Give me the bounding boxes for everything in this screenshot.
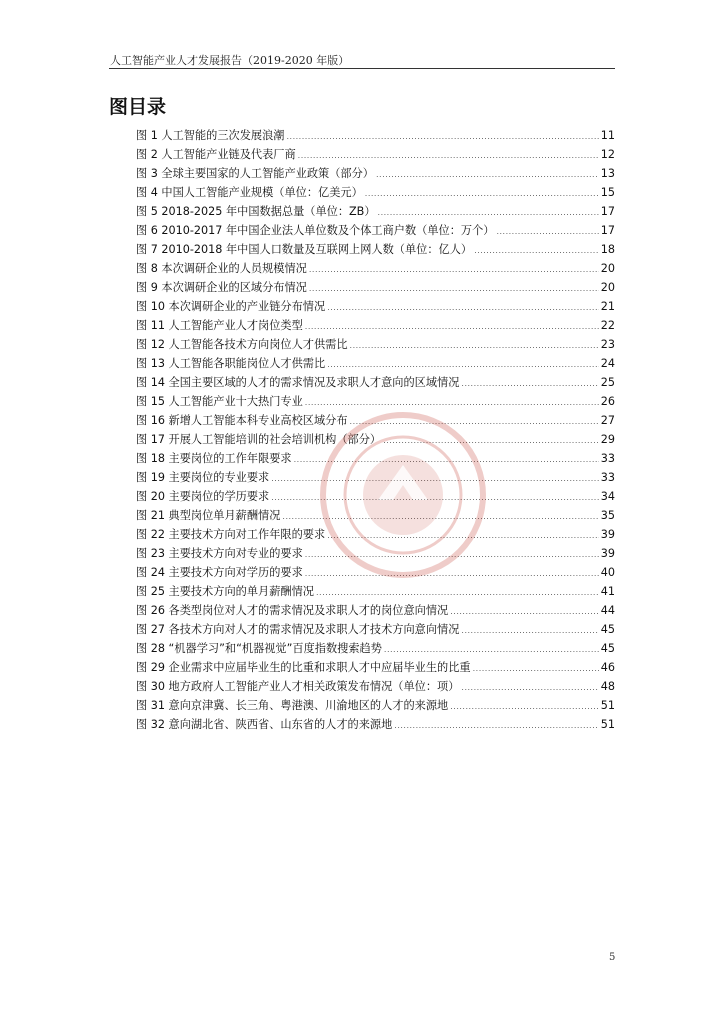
toc-dot-leader bbox=[309, 260, 599, 279]
toc-dot-leader bbox=[294, 450, 599, 469]
toc-entry-label: 图 14 全国主要区域的人才的需求情况及求职人才意向的区域情况 bbox=[136, 376, 460, 389]
toc-entry[interactable] bbox=[136, 677, 615, 696]
toc-entry[interactable] bbox=[136, 126, 615, 145]
toc-entry-label: 图 17 开展人工智能培训的社会培训机构（部分） bbox=[136, 433, 382, 446]
toc-entry[interactable] bbox=[136, 544, 615, 563]
toc-entry[interactable] bbox=[136, 373, 615, 392]
toc-entry-page: 13 bbox=[600, 167, 615, 180]
toc-entry-label: 图 9 本次调研企业的区域分布情况 bbox=[136, 281, 307, 294]
toc-entry[interactable] bbox=[136, 183, 615, 202]
toc-entry-label: 图 29 企业需求中应届毕业生的比重和求职人才中应届毕业生的比重 bbox=[136, 661, 471, 674]
toc-entry-label: 图 20 主要岗位的学历要求 bbox=[136, 490, 270, 503]
toc-dot-leader bbox=[378, 203, 599, 222]
page-number: 5 bbox=[609, 952, 616, 963]
toc-title: 图目录 bbox=[109, 96, 167, 118]
toc-dot-leader bbox=[327, 298, 599, 317]
toc-entry[interactable] bbox=[136, 696, 615, 715]
toc-entry-page: 17 bbox=[600, 205, 615, 218]
toc-entry[interactable] bbox=[136, 411, 615, 430]
toc-dot-leader bbox=[350, 336, 599, 355]
toc-entry[interactable] bbox=[136, 468, 615, 487]
toc-dot-leader bbox=[305, 393, 599, 412]
toc-entry[interactable] bbox=[136, 563, 615, 582]
toc-entry-label: 图 15 人工智能产业十大热门专业 bbox=[136, 395, 303, 408]
toc-dot-leader bbox=[305, 317, 599, 336]
toc-entry-label: 图 26 各类型岗位对人才的需求情况及求职人才的岗位意向情况 bbox=[136, 604, 449, 617]
toc-dot-leader bbox=[282, 507, 598, 526]
toc-entry-label: 图 10 本次调研企业的产业链分布情况 bbox=[136, 300, 326, 313]
toc-entry-page: 25 bbox=[600, 376, 615, 389]
toc-dot-leader bbox=[309, 279, 599, 298]
toc-entry-label: 图 4 中国人工智能产业规模（单位：亿美元） bbox=[136, 186, 363, 199]
toc-entry[interactable] bbox=[136, 449, 615, 468]
toc-entry-label: 图 3 全球主要国家的人工智能产业政策（部分） bbox=[136, 167, 374, 180]
toc-entry-page: 15 bbox=[600, 186, 615, 199]
toc-list bbox=[136, 126, 615, 734]
toc-entry-label: 图 13 人工智能各职能岗位人才供需比 bbox=[136, 357, 326, 370]
toc-dot-leader bbox=[305, 545, 599, 564]
toc-entry-page: 39 bbox=[600, 528, 615, 541]
toc-entry-page: 48 bbox=[600, 680, 615, 693]
toc-entry-label: 图 5 2018-2025 年中国数据总量（单位：ZB） bbox=[136, 205, 376, 218]
toc-dot-leader bbox=[365, 184, 599, 203]
toc-entry-page: 35 bbox=[600, 509, 615, 522]
toc-dot-leader bbox=[327, 526, 599, 545]
toc-dot-leader bbox=[298, 146, 599, 165]
toc-entry[interactable] bbox=[136, 620, 615, 639]
toc-dot-leader bbox=[384, 640, 599, 659]
toc-entry-page: 24 bbox=[600, 357, 615, 370]
toc-entry-label: 图 11 人工智能产业人才岗位类型 bbox=[136, 319, 303, 332]
toc-entry-page: 51 bbox=[600, 718, 615, 731]
toc-entry[interactable] bbox=[136, 278, 615, 297]
toc-entry-label: 图 24 主要技术方向对学历的要求 bbox=[136, 566, 303, 579]
toc-dot-leader bbox=[461, 621, 598, 640]
toc-entry[interactable] bbox=[136, 525, 615, 544]
toc-entry-label: 图 23 主要技术方向对专业的要求 bbox=[136, 547, 303, 560]
toc-entry-page: 26 bbox=[600, 395, 615, 408]
toc-entry-page: 44 bbox=[600, 604, 615, 617]
toc-dot-leader bbox=[496, 222, 598, 241]
toc-entry-page: 33 bbox=[600, 452, 615, 465]
toc-entry[interactable] bbox=[136, 582, 615, 601]
toc-entry-page: 20 bbox=[600, 281, 615, 294]
toc-dot-leader bbox=[473, 659, 599, 678]
toc-entry-page: 17 bbox=[600, 224, 615, 237]
toc-entry-label: 图 27 各技术方向对人才的需求情况及求职人才技术方向意向情况 bbox=[136, 623, 460, 636]
toc-entry-page: 34 bbox=[600, 490, 615, 503]
toc-entry-page: 21 bbox=[600, 300, 615, 313]
toc-dot-leader bbox=[350, 412, 599, 431]
toc-entry-label: 图 1 人工智能的三次发展浪潮 bbox=[136, 129, 285, 142]
toc-entry-page: 23 bbox=[600, 338, 615, 351]
toc-entry[interactable] bbox=[136, 487, 615, 506]
toc-dot-leader bbox=[450, 602, 599, 621]
toc-dot-leader bbox=[383, 431, 599, 450]
toc-entry-label: 图 6 2010-2017 年中国企业法人单位数及个体工商户数（单位：万个） bbox=[136, 224, 495, 237]
toc-entry[interactable] bbox=[136, 658, 615, 677]
header-divider bbox=[109, 68, 615, 69]
toc-entry-page: 45 bbox=[600, 642, 615, 655]
toc-entry-label: 图 19 主要岗位的专业要求 bbox=[136, 471, 270, 484]
toc-entry-label: 图 16 新增人工智能本科专业高校区域分布 bbox=[136, 414, 348, 427]
toc-entry-label: 图 28 “机器学习”和“机器视觉”百度指数搜索趋势 bbox=[136, 642, 382, 655]
toc-entry[interactable] bbox=[136, 316, 615, 335]
toc-entry-page: 22 bbox=[600, 319, 615, 332]
toc-dot-leader bbox=[271, 488, 599, 507]
toc-entry-label: 图 2 人工智能产业链及代表厂商 bbox=[136, 148, 296, 161]
toc-dot-leader bbox=[394, 716, 598, 735]
toc-dot-leader bbox=[461, 678, 598, 697]
toc-entry-label: 图 32 意向湖北省、陕西省、山东省的人才的来源地 bbox=[136, 718, 393, 731]
toc-entry[interactable] bbox=[136, 392, 615, 411]
running-header: 人工智能产业人才发展报告（2019-2020 年版） bbox=[110, 54, 350, 67]
toc-entry[interactable] bbox=[136, 221, 615, 240]
toc-entry-label: 图 8 本次调研企业的人员规模情况 bbox=[136, 262, 307, 275]
toc-dot-leader bbox=[474, 241, 599, 260]
toc-dot-leader bbox=[327, 355, 599, 374]
toc-entry-page: 12 bbox=[600, 148, 615, 161]
toc-entry-page: 33 bbox=[600, 471, 615, 484]
toc-entry-label: 图 21 典型岗位单月薪酬情况 bbox=[136, 509, 281, 522]
toc-entry-page: 46 bbox=[600, 661, 615, 674]
toc-entry-page: 51 bbox=[600, 699, 615, 712]
toc-entry-page: 29 bbox=[600, 433, 615, 446]
toc-entry-page: 41 bbox=[600, 585, 615, 598]
toc-entry[interactable] bbox=[136, 715, 615, 734]
toc-entry[interactable] bbox=[136, 354, 615, 373]
toc-entry-page: 39 bbox=[600, 547, 615, 560]
toc-dot-leader bbox=[376, 165, 599, 184]
toc-entry-label: 图 12 人工智能各技术方向岗位人才供需比 bbox=[136, 338, 348, 351]
toc-dot-leader bbox=[316, 583, 599, 602]
toc-dot-leader bbox=[286, 127, 598, 146]
toc-entry-label: 图 25 主要技术方向的单月薪酬情况 bbox=[136, 585, 314, 598]
toc-entry[interactable] bbox=[136, 297, 615, 316]
toc-dot-leader bbox=[461, 374, 598, 393]
toc-dot-leader bbox=[305, 564, 599, 583]
toc-entry[interactable] bbox=[136, 164, 615, 183]
toc-entry-page: 18 bbox=[600, 243, 615, 256]
toc-entry[interactable] bbox=[136, 601, 615, 620]
toc-dot-leader bbox=[271, 469, 599, 488]
toc-entry-label: 图 30 地方政府人工智能产业人才相关政策发布情况（单位：项） bbox=[136, 680, 460, 693]
toc-entry[interactable] bbox=[136, 145, 615, 164]
toc-entry-label: 图 7 2010-2018 年中国人口数量及互联网上网人数（单位：亿人） bbox=[136, 243, 473, 256]
toc-entry[interactable] bbox=[136, 639, 615, 658]
toc-entry-page: 40 bbox=[600, 566, 615, 579]
toc-entry-label: 图 18 主要岗位的工作年限要求 bbox=[136, 452, 292, 465]
toc-entry[interactable] bbox=[136, 335, 615, 354]
toc-entry[interactable] bbox=[136, 430, 615, 449]
toc-entry-page: 20 bbox=[600, 262, 615, 275]
toc-entry-page: 27 bbox=[600, 414, 615, 427]
toc-entry-page: 45 bbox=[600, 623, 615, 636]
toc-entry[interactable] bbox=[136, 259, 615, 278]
toc-entry-page: 11 bbox=[600, 129, 615, 142]
toc-entry-label: 图 31 意向京津冀、长三角、粤港澳、川渝地区的人才的来源地 bbox=[136, 699, 449, 712]
toc-dot-leader bbox=[450, 697, 599, 716]
toc-entry-label: 图 22 主要技术方向对工作年限的要求 bbox=[136, 528, 326, 541]
toc-entry[interactable] bbox=[136, 240, 615, 259]
toc-entry[interactable] bbox=[136, 202, 615, 221]
toc-entry[interactable] bbox=[136, 506, 615, 525]
